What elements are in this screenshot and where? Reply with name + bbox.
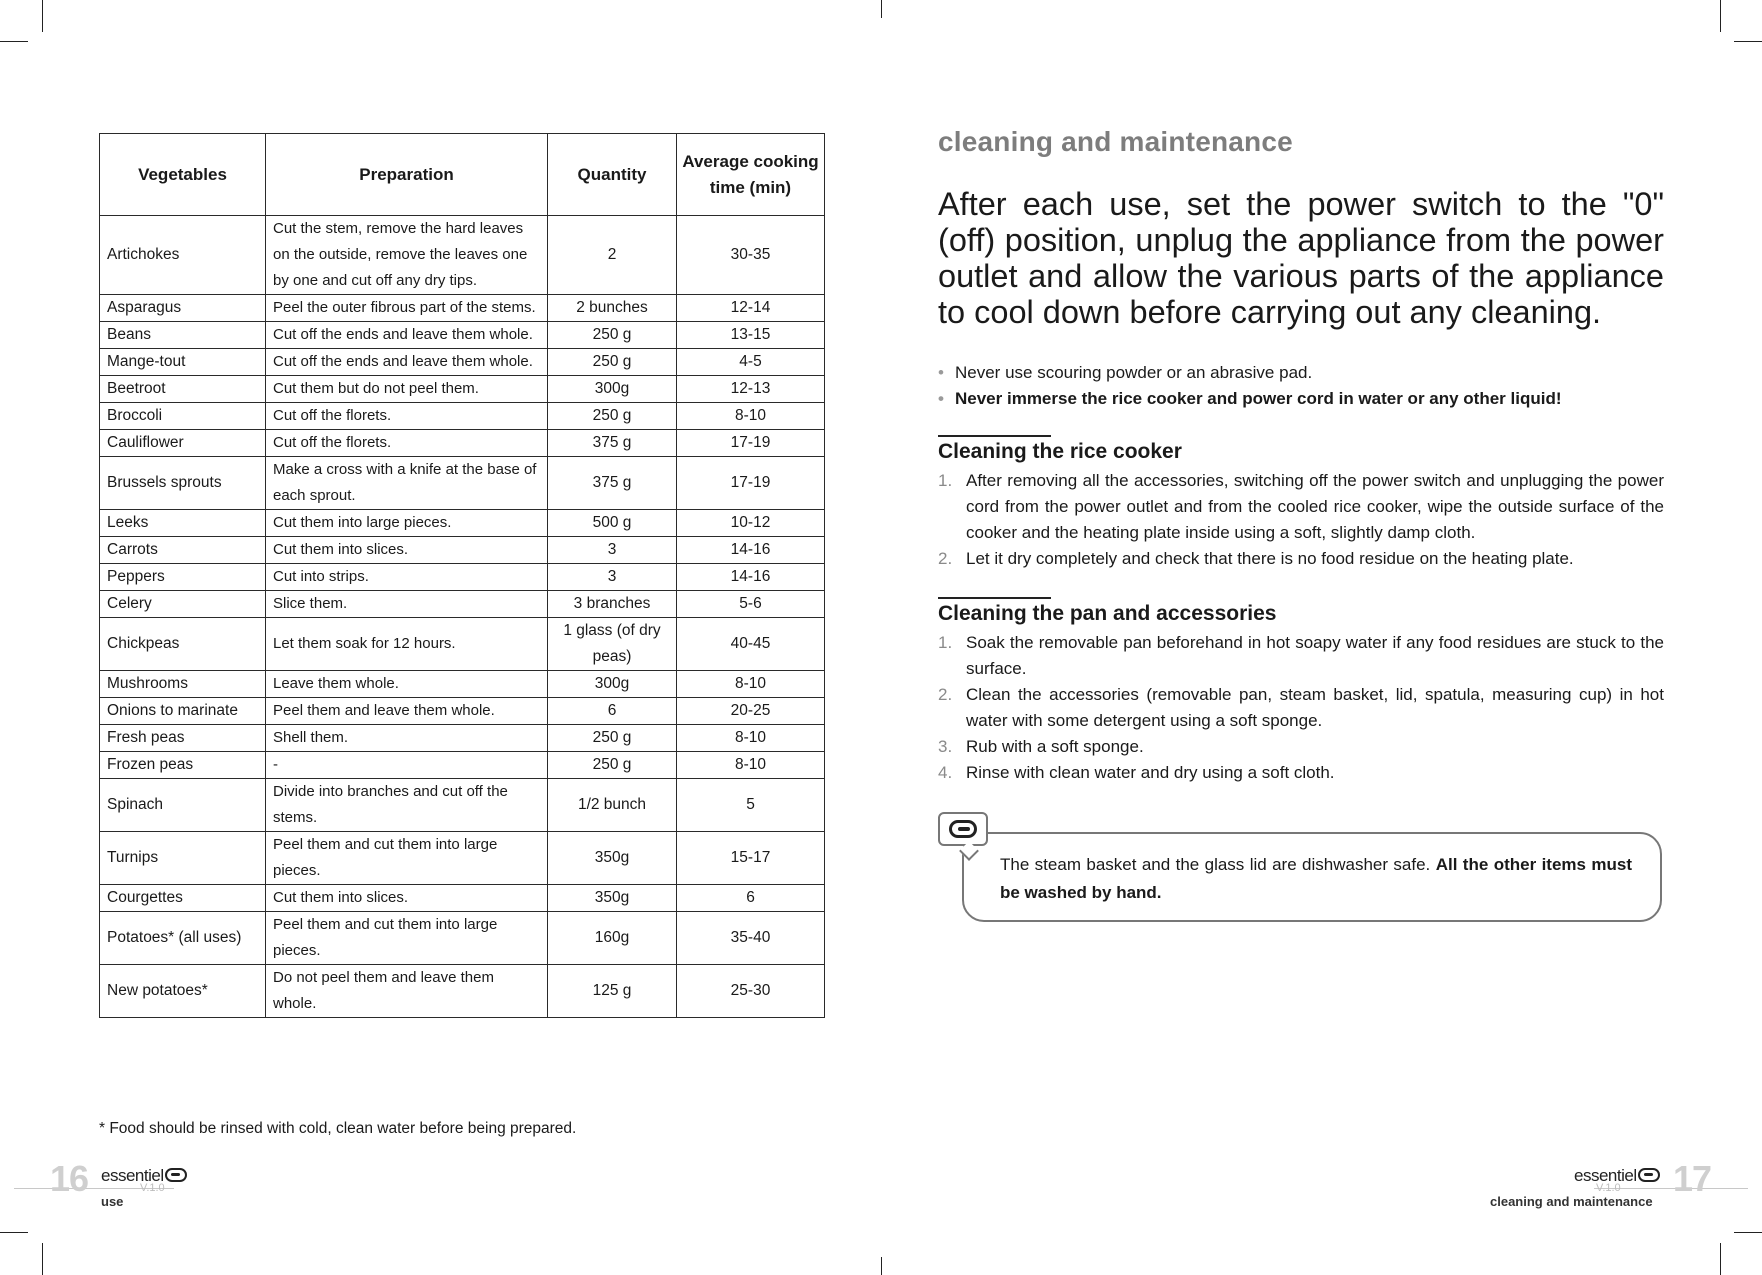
cell-cooking-time: 25-30 xyxy=(677,965,825,1018)
crop-mark xyxy=(1720,1243,1721,1275)
cell-preparation: Shell them. xyxy=(266,725,548,752)
cell-cooking-time: 5 xyxy=(677,779,825,832)
cell-cooking-time: 17-19 xyxy=(677,457,825,510)
crop-mark xyxy=(881,0,882,18)
section-title-rice-cooker: Cleaning the rice cooker xyxy=(938,440,1182,463)
cell-quantity: 375 g xyxy=(548,457,677,510)
pan-accessories-steps xyxy=(938,630,1664,786)
cell-vegetable: Beetroot xyxy=(100,376,266,403)
crop-mark xyxy=(42,1243,43,1275)
cell-vegetable: Potatoes* (all uses) xyxy=(100,912,266,965)
cell-cooking-time: 8-10 xyxy=(677,671,825,698)
cell-cooking-time: 12-13 xyxy=(677,376,825,403)
section-divider xyxy=(938,435,1051,437)
cell-quantity: 2 xyxy=(548,216,677,295)
crop-mark xyxy=(881,1257,882,1275)
cell-quantity: 3 xyxy=(548,537,677,564)
cell-quantity: 160g xyxy=(548,912,677,965)
crop-mark xyxy=(1720,0,1721,32)
cell-preparation: Cut off the florets. xyxy=(266,403,548,430)
cell-vegetable: Leeks xyxy=(100,510,266,537)
table-footnote: * Food should be rinsed with cold, clean water before being prepared. xyxy=(99,1120,577,1137)
warning-item: • Never immerse the rice cooker and power cord in water or any other liquid! xyxy=(938,386,1664,412)
version-left: V.1.0 xyxy=(140,1182,165,1194)
rice-cooker-steps xyxy=(938,468,1664,572)
cell-cooking-time: 14-16 xyxy=(677,564,825,591)
cell-preparation: Cut them into slices. xyxy=(266,885,548,912)
crop-mark xyxy=(0,1232,28,1233)
cell-vegetable: Asparagus xyxy=(100,295,266,322)
cell-vegetable: Beans xyxy=(100,322,266,349)
table-row xyxy=(100,618,825,671)
cell-vegetable: Broccoli xyxy=(100,403,266,430)
cell-cooking-time: 17-19 xyxy=(677,430,825,457)
table-row xyxy=(100,885,825,912)
cell-vegetable: Celery xyxy=(100,591,266,618)
cell-preparation: Cut off the florets. xyxy=(266,430,548,457)
table-body xyxy=(100,216,825,1018)
table-row xyxy=(100,349,825,376)
table-row xyxy=(100,564,825,591)
cell-cooking-time: 40-45 xyxy=(677,618,825,671)
cell-vegetable: Frozen peas xyxy=(100,752,266,779)
note-text: The steam basket and the glass lid are dishwasher safe. xyxy=(1000,855,1431,874)
cell-vegetable: Mange-tout xyxy=(100,349,266,376)
cell-vegetable: Spinach xyxy=(100,779,266,832)
table-row xyxy=(100,537,825,564)
cell-preparation: Cut into strips. xyxy=(266,564,548,591)
table-row xyxy=(100,698,825,725)
cell-cooking-time: 15-17 xyxy=(677,832,825,885)
cell-quantity: 375 g xyxy=(548,430,677,457)
cell-vegetable: Onions to marinate xyxy=(100,698,266,725)
cell-quantity: 500 g xyxy=(548,510,677,537)
cell-vegetable: Mushrooms xyxy=(100,671,266,698)
header-quantity: Quantity xyxy=(548,134,677,216)
cell-preparation: Slice them. xyxy=(266,591,548,618)
cell-quantity: 125 g xyxy=(548,965,677,1018)
cell-quantity: 3 branches xyxy=(548,591,677,618)
cell-vegetable: Courgettes xyxy=(100,885,266,912)
page-number-right: 17 xyxy=(1673,1158,1712,1199)
step-text: Soak the removable pan beforehand in hot soapy water if any food residues are stuck to the surface. xyxy=(966,633,1664,678)
table-header-row xyxy=(100,134,825,216)
cell-preparation: Peel them and cut them into large pieces. xyxy=(266,832,548,885)
cell-quantity: 6 xyxy=(548,698,677,725)
warning-list xyxy=(938,360,1664,412)
cell-cooking-time: 30-35 xyxy=(677,216,825,295)
brand-name: essentiel xyxy=(101,1166,164,1185)
cell-quantity: 1 glass (of dry peas) xyxy=(548,618,677,671)
step-number: 4. xyxy=(938,763,953,782)
cell-vegetable: Turnips xyxy=(100,832,266,885)
cell-cooking-time: 8-10 xyxy=(677,725,825,752)
cell-quantity: 250 g xyxy=(548,725,677,752)
crop-mark xyxy=(42,0,43,32)
cell-vegetable: Chickpeas xyxy=(100,618,266,671)
table-row xyxy=(100,671,825,698)
section-title-pan-accessories: Cleaning the pan and accessories xyxy=(938,602,1277,625)
header-preparation: Preparation xyxy=(266,134,548,216)
table-row xyxy=(100,912,825,965)
cell-preparation: Let them soak for 12 hours. xyxy=(266,618,548,671)
page-heading: cleaning and maintenance xyxy=(938,126,1293,157)
crop-mark xyxy=(1734,1232,1762,1233)
cell-preparation: Divide into branches and cut off the stems. xyxy=(266,779,548,832)
note-box xyxy=(962,832,1662,922)
table-row xyxy=(100,832,825,885)
section-label-left: use xyxy=(101,1194,124,1209)
speech-bubble-logo-icon xyxy=(938,812,988,846)
cell-vegetable: Cauliflower xyxy=(100,430,266,457)
cell-cooking-time: 35-40 xyxy=(677,912,825,965)
table-row xyxy=(100,965,825,1018)
cell-cooking-time: 12-14 xyxy=(677,295,825,322)
cell-vegetable: Brussels sprouts xyxy=(100,457,266,510)
table-row xyxy=(100,457,825,510)
cell-quantity: 2 bunches xyxy=(548,295,677,322)
warning-item: • Never use scouring powder or an abrasive pad. xyxy=(938,360,1664,386)
cell-cooking-time: 14-16 xyxy=(677,537,825,564)
cell-quantity: 250 g xyxy=(548,403,677,430)
page-number-left: 16 xyxy=(50,1158,89,1199)
crop-mark xyxy=(0,41,28,42)
cell-vegetable: Carrots xyxy=(100,537,266,564)
cell-quantity: 350g xyxy=(548,832,677,885)
cell-cooking-time: 5-6 xyxy=(677,591,825,618)
cell-vegetable: Peppers xyxy=(100,564,266,591)
cell-preparation: Leave them whole. xyxy=(266,671,548,698)
intro-paragraph: After each use, set the power switch to the "0" (off) position, unplug the appliance from the power outlet and allow the various parts of the appliance to cool down before carrying out any cleaning. xyxy=(938,186,1664,330)
step-text: After removing all the accessories, switching off the power switch and unplugging the power cord from the power outlet and from the cooled rice cooker, wipe the outside surface of the cooker and the heating plate inside using a soft, slightly damp cloth. xyxy=(966,471,1664,542)
cell-preparation: Cut them but do not peel them. xyxy=(266,376,548,403)
cell-cooking-time: 4-5 xyxy=(677,349,825,376)
table-row xyxy=(100,430,825,457)
cell-quantity: 300g xyxy=(548,671,677,698)
list-item xyxy=(938,682,1664,734)
table-row xyxy=(100,295,825,322)
cell-preparation: Cut off the ends and leave them whole. xyxy=(266,322,548,349)
table-row xyxy=(100,591,825,618)
list-item xyxy=(938,468,1664,546)
table-row xyxy=(100,510,825,537)
cell-quantity: 250 g xyxy=(548,349,677,376)
step-text: Rub with a soft sponge. xyxy=(966,737,1144,756)
cell-preparation: Cut off the ends and leave them whole. xyxy=(266,349,548,376)
table-row xyxy=(100,752,825,779)
cell-vegetable: New potatoes* xyxy=(100,965,266,1018)
cell-cooking-time: 13-15 xyxy=(677,322,825,349)
step-number: 2. xyxy=(938,549,953,568)
table-row xyxy=(100,376,825,403)
step-text: Rinse with clean water and dry using a soft cloth. xyxy=(966,763,1335,782)
step-number: 3. xyxy=(938,737,953,756)
cell-vegetable: Artichokes xyxy=(100,216,266,295)
cell-cooking-time: 10-12 xyxy=(677,510,825,537)
step-number: 2. xyxy=(938,685,953,704)
step-text: Clean the accessories (removable pan, steam basket, lid, spatula, measuring cup) in hot water with some detergent using a soft sponge. xyxy=(966,685,1664,730)
essentiel-b-logo-icon xyxy=(1638,1168,1660,1182)
cell-quantity: 350g xyxy=(548,885,677,912)
essentiel-b-logo-icon xyxy=(165,1168,187,1182)
table-row xyxy=(100,779,825,832)
cell-preparation: Cut them into large pieces. xyxy=(266,510,548,537)
cell-cooking-time: 20-25 xyxy=(677,698,825,725)
section-label-right: cleaning and maintenance xyxy=(1490,1194,1653,1209)
vegetable-cooking-table xyxy=(99,133,825,1018)
cell-preparation: - xyxy=(266,752,548,779)
list-item xyxy=(938,630,1664,682)
cell-quantity: 250 g xyxy=(548,322,677,349)
header-vegetables: Vegetables xyxy=(100,134,266,216)
header-cooking-time: Average cooking time (min) xyxy=(677,134,825,216)
cell-preparation: Make a cross with a knife at the base of each sprout. xyxy=(266,457,548,510)
cell-preparation: Peel the outer fibrous part of the stems. xyxy=(266,295,548,322)
table-row xyxy=(100,322,825,349)
cell-cooking-time: 8-10 xyxy=(677,403,825,430)
step-number: 1. xyxy=(938,471,953,490)
note-bold-text: All the other items must be washed by hand. xyxy=(1000,855,1632,902)
cell-preparation: Peel them and leave them whole. xyxy=(266,698,548,725)
section-divider xyxy=(938,597,1051,599)
list-item xyxy=(938,546,1664,572)
cell-cooking-time: 6 xyxy=(677,885,825,912)
table-row xyxy=(100,216,825,295)
cell-quantity: 3 xyxy=(548,564,677,591)
cell-preparation: Cut the stem, remove the hard leaves on the outside, remove the leaves one by one and cut off any dry tips. xyxy=(266,216,548,295)
table-row xyxy=(100,725,825,752)
step-text: Let it dry completely and check that there is no food residue on the heating plate. xyxy=(966,549,1574,568)
cell-preparation: Peel them and cut them into large pieces. xyxy=(266,912,548,965)
cell-quantity: 300g xyxy=(548,376,677,403)
version-right: V.1.0 xyxy=(1596,1182,1621,1194)
cell-quantity: 250 g xyxy=(548,752,677,779)
cell-preparation: Cut them into slices. xyxy=(266,537,548,564)
cell-preparation: Do not peel them and leave them whole. xyxy=(266,965,548,1018)
cell-cooking-time: 8-10 xyxy=(677,752,825,779)
essentiel-b-logo-icon xyxy=(949,820,977,838)
list-item xyxy=(938,760,1664,786)
step-number: 1. xyxy=(938,633,953,652)
crop-mark xyxy=(1734,41,1762,42)
cell-vegetable: Fresh peas xyxy=(100,725,266,752)
list-item xyxy=(938,734,1664,760)
cell-quantity: 1/2 bunch xyxy=(548,779,677,832)
brand-name: essentiel xyxy=(1574,1166,1637,1185)
table-row xyxy=(100,403,825,430)
